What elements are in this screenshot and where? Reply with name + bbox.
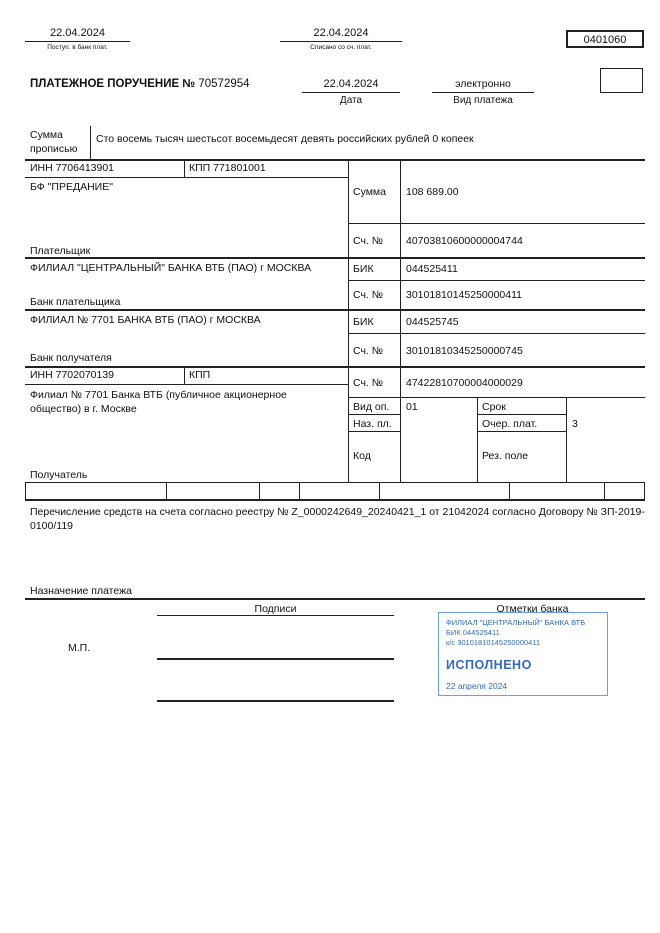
account-label: Сч. № [353, 235, 384, 247]
debited-date-caption: Списано со сч. плат. [310, 44, 372, 51]
payee-bank-label: Банк получателя [30, 352, 112, 364]
payer-bank-bik: 044525411 [406, 263, 458, 275]
purpose-label: Назначение платежа [30, 585, 132, 597]
border-line [477, 414, 566, 415]
date-caption: Дата [339, 95, 363, 106]
payer-kpp: КПП 771801001 [189, 162, 266, 174]
border-line [157, 615, 394, 616]
border-line [477, 397, 478, 483]
empty-corner-box [600, 68, 643, 93]
stamp-date: 22 апреля 2024 [446, 681, 508, 691]
payer-label: Плательщик [30, 245, 91, 257]
underline [432, 92, 534, 93]
signature-line [157, 658, 394, 660]
payer-bank-account: 30101810145250000411 [406, 289, 523, 301]
payer-inn: ИНН 7706413901 [30, 162, 115, 174]
stamp-bank-name: ФИЛИАЛ "ЦЕНТРАЛЬНЫЙ" БАНКА ВТБ [446, 618, 586, 627]
payee-bank-bik: 044525745 [406, 316, 459, 328]
form-code-box [566, 30, 644, 48]
bik-label: БИК [353, 263, 374, 275]
border-line [25, 177, 348, 178]
border-line [259, 482, 260, 500]
border-line [25, 499, 645, 501]
border-line [348, 159, 349, 483]
amount-value: 108 689.00 [406, 186, 459, 198]
stamp-bik: БИК 044525411 [446, 628, 500, 637]
bik-label: БИК [353, 316, 374, 328]
amount-words-label: Сумма прописью [30, 129, 78, 155]
payer-bank-name: ФИЛИАЛ "ЦЕНТРАЛЬНЫЙ" БАНКА ВТБ (ПАО) г МОСКВА [30, 262, 312, 274]
payee-bank-account: 30101810345250000745 [406, 345, 523, 357]
stamp-corr-account: к/с 30101810145250000411 [446, 638, 541, 647]
underline [302, 92, 400, 93]
received-date-caption: Поступ. в банк плат. [47, 44, 108, 51]
stamp-place-label: М.П. [68, 642, 91, 654]
signatures-label: Подписи [254, 603, 297, 615]
code-label: Код [353, 450, 371, 462]
payee-label: Получатель [30, 469, 88, 481]
account-label: Сч. № [353, 377, 384, 389]
debited-date: 22.04.2024 [313, 27, 369, 39]
border-line [90, 126, 91, 159]
border-line [348, 223, 645, 224]
payee-bank-name: ФИЛИАЛ № 7701 БАНКА ВТБ (ПАО) г МОСКВА [30, 314, 261, 326]
payer-account: 40703810600000004744 [406, 235, 523, 247]
payment-kind: электронно [455, 78, 511, 90]
border-line [477, 431, 566, 432]
border-line [348, 414, 400, 415]
payment-kind-caption: Вид платежа [453, 95, 513, 106]
underline [25, 41, 130, 42]
border-line [509, 482, 510, 500]
border-line [379, 482, 380, 500]
doc-date: 22.04.2024 [323, 78, 379, 90]
border-line [25, 482, 26, 500]
op-type-label: Вид оп. [353, 401, 390, 413]
underline [280, 41, 402, 42]
op-type-value: 01 [406, 401, 418, 413]
purpose-text: Перечисление средств на счета согласно реестру № Z_0000242649_20240421_1 от 21042024 согласно Договору № ЗП-2019-0100/119 [30, 506, 645, 532]
doc-number: 70572954 [198, 78, 250, 90]
received-date: 22.04.2024 [49, 27, 106, 39]
bank-stamp [438, 612, 608, 696]
border-line [25, 159, 645, 161]
border-line [644, 482, 645, 500]
doc-title [30, 78, 250, 90]
form-code: 0401060 [583, 34, 627, 46]
amount-words: Сто восемь тысяч шестьсот восемьдесят девять российских рублей 0 копеек [96, 133, 474, 145]
payee-account: 47422810700004000029 [406, 377, 523, 389]
border-line [25, 482, 645, 483]
border-line [348, 280, 645, 281]
reserve-field-label: Рез. поле [482, 450, 529, 462]
border-line [25, 309, 645, 311]
payer-bank-label: Банк плательщика [30, 296, 121, 308]
border-line [25, 257, 645, 259]
border-line [348, 333, 645, 334]
border-line [348, 431, 400, 432]
bank-marks-label: Отметки банка [496, 603, 569, 615]
border-line [299, 482, 300, 500]
signature-line [157, 700, 394, 702]
border-line [184, 366, 185, 385]
border-line [566, 397, 567, 483]
doc-title-label: ПЛАТЕЖНОЕ ПОРУЧЕНИЕ № [30, 78, 196, 90]
priority-value: 3 [572, 418, 578, 430]
account-label: Сч. № [353, 289, 384, 301]
border-line [166, 482, 167, 500]
stamp-status: ИСПОЛНЕНО [446, 658, 532, 672]
border-line [348, 397, 645, 398]
border-line [184, 159, 185, 178]
purpose-code-label: Наз. пл. [353, 418, 392, 430]
amount-label: Сумма [353, 186, 386, 198]
border-line [604, 482, 605, 500]
border-line [25, 598, 645, 600]
payee-inn: ИНН 7702070139 [30, 369, 115, 381]
border-line [25, 366, 645, 368]
payee-kpp: КПП [189, 369, 211, 381]
border-line [25, 384, 348, 385]
account-label: Сч. № [353, 345, 384, 357]
payee-name: Филиал № 7701 Банка ВТБ (публичное акционерное общество) в г. Москве [30, 389, 287, 415]
payer-name: БФ "ПРЕДАНИЕ" [30, 181, 113, 193]
priority-label: Очер. плат. [482, 418, 538, 430]
border-line [400, 159, 401, 483]
term-label: Срок [482, 401, 506, 413]
